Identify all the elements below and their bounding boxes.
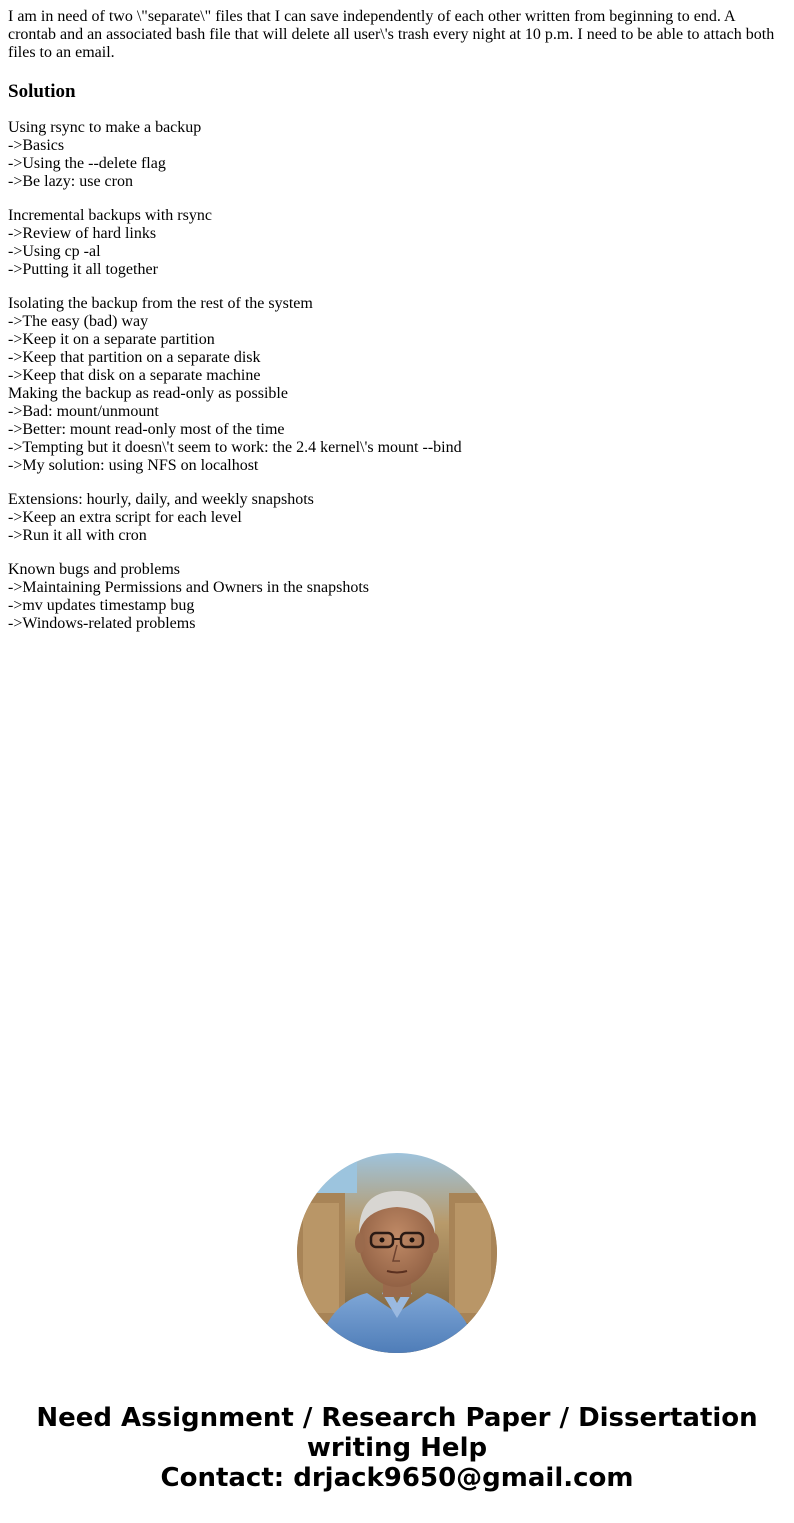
- list-item: ->Windows-related problems: [8, 615, 196, 632]
- list-item: ->Using the --delete flag: [8, 155, 166, 172]
- section-title: Incremental backups with rsync: [8, 207, 212, 224]
- list-item: ->Run it all with cron: [8, 527, 147, 544]
- section-title: Isolating the backup from the rest of the system: [8, 295, 313, 312]
- section-isolating-backup: [8, 295, 786, 385]
- list-item: ->Keep that partition on a separate disk: [8, 349, 261, 366]
- section-title: Known bugs and problems: [8, 561, 180, 578]
- content: [8, 8, 786, 633]
- list-item: ->Bad: mount/unmount: [8, 403, 159, 420]
- question-text: I am in need of two \"separate\" files that I can save independently of each other written from beginning to end. A crontab and an associated bash file that will delete all user\'s trash every night at 10 p.m. I need to be able to attach both files to an email.: [8, 8, 775, 61]
- avatar-photo: [297, 1153, 497, 1353]
- list-item: ->Putting it all together: [8, 261, 158, 278]
- list-item: ->The easy (bad) way: [8, 313, 149, 330]
- section-title: Making the backup as read-only as possible: [8, 385, 288, 402]
- footer-contact: [0, 1403, 794, 1493]
- list-item: ->Maintaining Permissions and Owners in the snapshots: [8, 579, 369, 596]
- list-item: ->Be lazy: use cron: [8, 173, 133, 190]
- footer-line-assignment: Need Assignment / Research Paper / Dissertation: [36, 1403, 758, 1433]
- solution-heading: Solution: [8, 81, 76, 102]
- list-item: ->Basics: [8, 137, 65, 154]
- section-incremental-backups: [8, 207, 786, 279]
- footer-line-contact: Contact: drjack9650@gmail.com: [160, 1463, 634, 1493]
- list-item: ->mv updates timestamp bug: [8, 597, 195, 614]
- section-known-bugs: [8, 561, 786, 633]
- list-item: ->My solution: using NFS on localhost: [8, 457, 259, 474]
- list-item: ->Keep it on a separate partition: [8, 331, 215, 348]
- section-extensions: [8, 491, 786, 545]
- footer-line-help: writing Help: [306, 1433, 488, 1463]
- person-photo-icon: [297, 1153, 497, 1353]
- section-read-only-backup: [8, 385, 786, 475]
- list-item: ->Keep that disk on a separate machine: [8, 367, 261, 384]
- list-item: ->Keep an extra script for each level: [8, 509, 242, 526]
- section-title: Extensions: hourly, daily, and weekly snapshots: [8, 491, 314, 508]
- list-item: ->Better: mount read-only most of the time: [8, 421, 285, 438]
- section-title: Using rsync to make a backup: [8, 119, 202, 136]
- section-rsync-backup: [8, 119, 786, 191]
- list-item: ->Using cp -al: [8, 243, 101, 260]
- list-item: ->Tempting but it doesn\'t seem to work: the 2.4 kernel\'s mount --bind: [8, 439, 462, 456]
- list-item: ->Review of hard links: [8, 225, 157, 242]
